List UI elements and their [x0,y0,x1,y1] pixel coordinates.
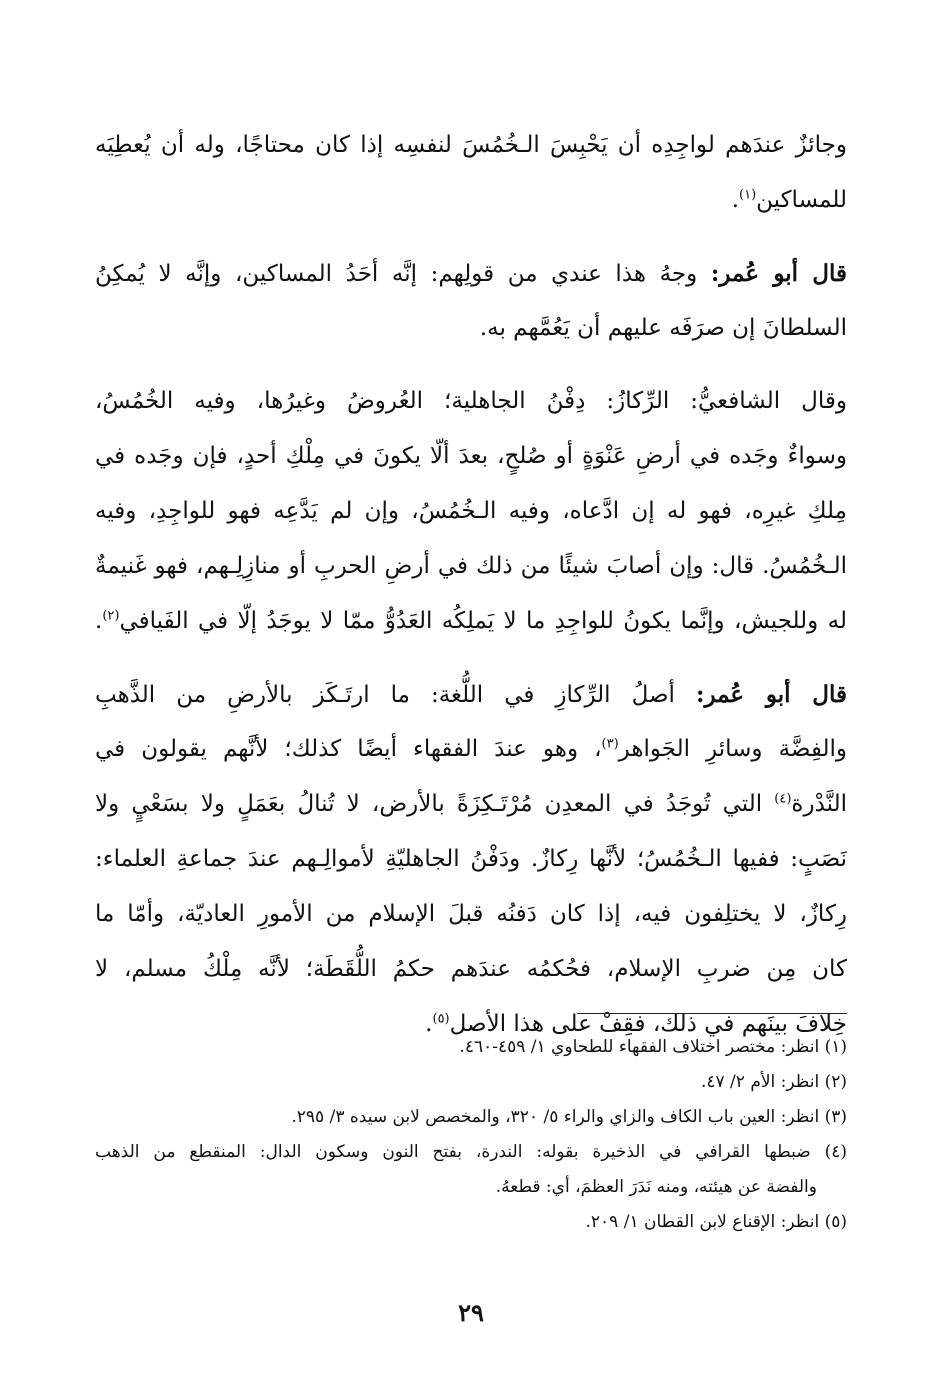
paragraph-3 [95,374,847,649]
text-line: وقال الشافعيُّ: الرِّكازُ: دِفْنُ الجاهلية؛ العُروضُ وغيرُها، وفيه الخُمُسُ، [95,388,847,414]
text-line [95,722,847,777]
footnote-1: (١) انظر: مختصر اختلاف الفقهاء للطحاوي ١/ ٤٥٩-٤٦٠. [459,1037,847,1057]
page-body [95,118,847,1358]
text-line: مِلكِ غيرِه، فهو له إن ادَّعاه، وفيه الـخُمُسُ، وإن لم يَدَّعِه فهو للواجِدِ، وفيه [95,498,847,524]
footnote-4: (٤) ضبطها القرافي في الذخيرة بقوله: الندرة، بفتح النون وسكون الدال: المنقطع من الذهب [95,1142,847,1162]
footnote-3: (٣) انظر: العين باب الكاف والزاي والراء ٥/ ٣٢٠، والمخصص لابن سيده ٣/ ٢٩٥. [291,1107,847,1127]
text-line: وجائزٌ عندَهم لواجِدِه أن يَحْبِسَ الـخُمُسَ لنفسِه إذا كان محتاجًا، وله أن يُعطِيَه [95,132,847,158]
text-line [95,246,847,301]
text-line [95,667,847,722]
text-span: خِلافَ بينَهم في ذلك، فقِفْ على هذا الأصل [449,1011,847,1037]
text-span: والفِضَّة وسائرِ الجَواهر [618,736,847,762]
footnote-separator [577,1013,847,1014]
text-span: النَّدْرة [791,791,847,817]
footnote-ref: (٥) [432,1011,450,1027]
footnotes [95,1030,847,1240]
footnote-ref: (٢) [102,608,120,624]
text-span: له وللجيش، وإنَّما يكونُ للواجِدِ ما لا يَملِكُه العَدُوُّ ممّا لا يوجَدُ إلّا في الفَيافي [119,608,847,634]
footnote-5: (٥) انظر: الإقناع لابن القطان ١/ ٢٠٩. [585,1212,847,1232]
text-span: . [731,187,740,213]
footnote-2: (٢) انظر: الأم ٢/ ٤٧. [700,1072,847,1092]
text-span: ، وهو عندَ الفقهاء أيضًا كذلك؛ لأنَّهم يقولون في [95,736,602,762]
text-span: أصلُ الرِّكازِ في اللُّغة: ما ارتَـكَز بالأرضِ من الذَّهبِ [95,682,696,708]
text-line [95,173,847,228]
paragraph-1 [95,118,847,228]
footnote-ref: (٣) [601,736,619,752]
text-line: وسواءٌ وجَده في أرضِ عَنْوَةٍ أو صُلحٍ، بعدَ ألّا يكونَ في مِلْكِ أحدٍ، فإن وجَده في [95,443,847,469]
text-span: وجهُ هذا عندي من قولِهم: إنَّه أحَدُ المساكين، وإنَّه لا يُمكِنُ [95,261,711,287]
text-line: نَصَبٍ: ففيها الـخُمُسُ؛ لأنَّها رِكازٌ. ودَفْنُ الجاهليّةِ لأموالِـهم عندَ جماعةِ العلماء: [95,846,847,872]
footnote-ref: (٤) [774,791,792,807]
footnote-ref: (١) [739,187,757,203]
page-number: ٢٩ [458,1298,484,1327]
paragraph-2 [95,246,847,356]
text-span: . [425,1011,433,1037]
footnote-4-continuation: والفضة عن هيئته، ومنه نَدَرَ العظمَ، أي: قطعهُ. [495,1177,817,1197]
text-span: للمساكين [756,187,847,213]
speaker-lead: قال أبو عُمر: [710,260,847,287]
text-span: التي تُوجَدُ في المعدِن مُرْتَـكِزَةً بالأرض، لا تُنالُ بعَمَلٍ ولا بسَعْيٍ ولا [95,791,775,817]
text-line [95,777,847,832]
text-line: السلطانَ إن صرَفَه عليهم أن يَعُمَّهم به. [479,315,847,341]
text-line: الـخُمُسُ. قال: وإن أصابَ شيئًا من ذلك في أرضِ الحربِ أو منازِلِـهم، فهو غَنيمةٌ [95,553,847,579]
paragraph-4 [95,667,847,1052]
text-line [95,594,847,649]
text-line: كان مِن ضربِ الإسلام، فحُكمُه عندَهم حكمُ اللُّقَطَة؛ لأنَّه مِلْكُ مسلم، لا [95,956,847,982]
text-line: رِكازٌ، لا يختلِفون فيه، إذا كان دَفنُه قبلَ الإسلام من الأمورِ العاديّة، وأمّا ما [95,901,847,927]
text-span: . [95,608,103,634]
speaker-lead: قال أبو عُمر: [695,681,847,708]
